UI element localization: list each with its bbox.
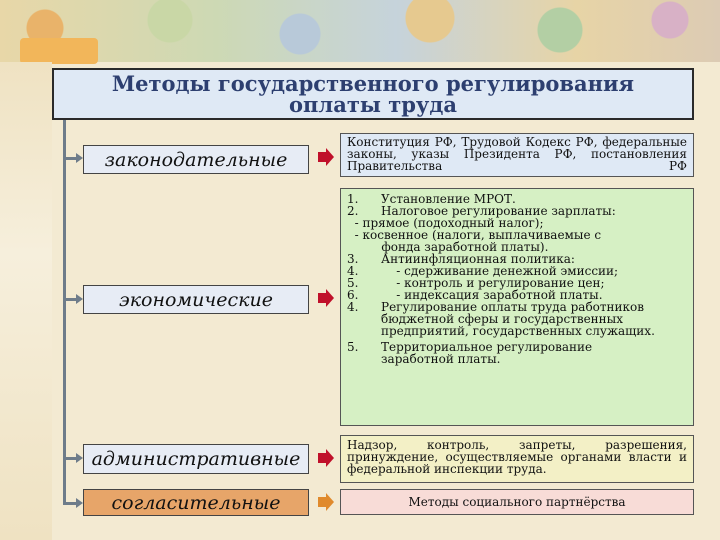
decorative-side-panel: [0, 62, 52, 540]
list-item: 3. Антиинфляционная политика:: [347, 252, 575, 266]
list-item: 5. - контроль и регулирование цен;: [347, 276, 605, 290]
list-item: - косвенное (налоги, выплачиваемые с: [347, 228, 602, 242]
arrow-right-icon: [318, 289, 334, 307]
list-item: - прямое (подоходный налог);: [347, 216, 544, 230]
agreement-description: [340, 489, 694, 515]
list-item: заработной платы.: [381, 352, 501, 366]
administrative-description: Надзор, контроль, запреты, разрешения, принуждение, осуществляемые органами власти и федеральной инспекции труда.: [340, 435, 694, 483]
connector-branch-agreement: [63, 502, 77, 505]
connector-branch-legislative: [63, 157, 77, 160]
arrow-right-icon: [318, 148, 334, 166]
page-title: Методы государственного регулирования оплаты труда: [111, 71, 635, 117]
list-item: 4. - сдерживание денежной эмиссии;: [347, 264, 619, 278]
arrow-right-icon: [318, 493, 334, 511]
connector-branch-administrative: [63, 457, 77, 460]
list-item: 1. Установление МРОТ.: [347, 192, 516, 206]
list-item: 2. Налоговое регулирование зарплаты:: [347, 204, 616, 218]
list-item: бюджетной сферы и государственных: [381, 312, 623, 326]
method-legislative: законодательные: [83, 145, 309, 174]
method-economic: экономические: [83, 285, 309, 314]
list-item: 5. Территориальное регулирование: [347, 340, 593, 354]
list-item: фонда заработной платы).: [347, 240, 549, 254]
method-administrative: административные: [83, 444, 309, 474]
decorative-leaf: [20, 38, 98, 64]
list-item: 6. - индексация заработной платы.: [347, 288, 603, 302]
arrow-right-icon: [318, 449, 334, 467]
decorative-banner: [0, 0, 720, 62]
list-item: 4. Регулирование оплаты труда работников: [347, 300, 645, 314]
list-item: предприятий, государственных служащих.: [381, 324, 655, 338]
connector-branch-economic: [63, 298, 77, 301]
title-box: [52, 68, 694, 120]
method-agreement: согласительные: [83, 489, 309, 516]
agreement-text: Методы социального партнёрства: [408, 495, 626, 509]
connector-trunk: [63, 120, 66, 505]
economic-description: [340, 188, 694, 426]
legislative-description: Конституция РФ, Трудовой Кодекс РФ, федеральные законы, указы Президента РФ, постановления Правительства РФ: [340, 133, 694, 177]
